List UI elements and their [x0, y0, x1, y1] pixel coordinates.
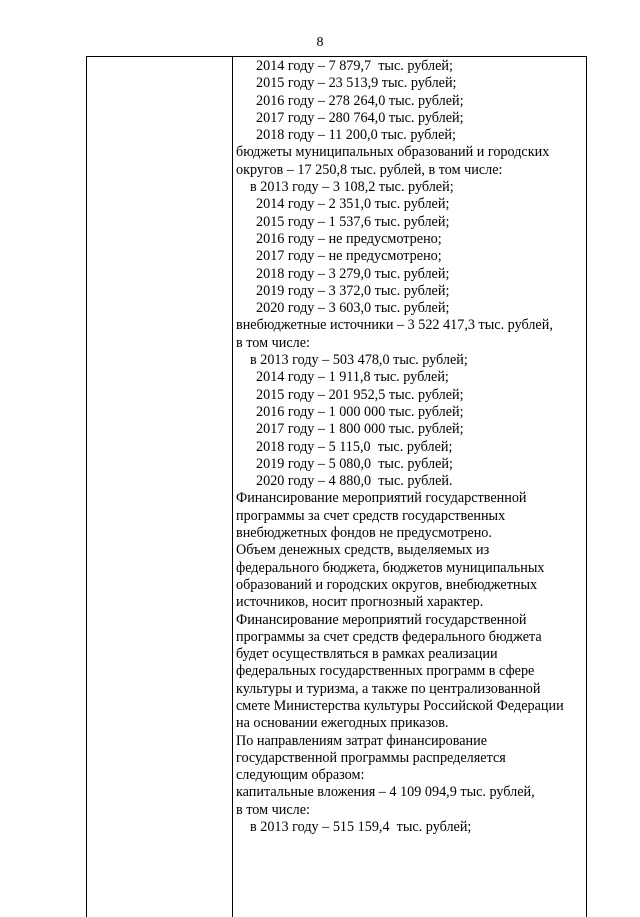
- text-line: в том числе:: [236, 334, 310, 351]
- text-line: капитальные вложения – 4 109 094,9 тыс. рублей,: [236, 784, 535, 801]
- text-line: в том числе:: [236, 801, 310, 818]
- text-line: смете Министерства культуры Российской Федерации: [236, 697, 564, 714]
- text-line: федеральных государственных программ в сфере: [236, 663, 535, 680]
- text-line: 2016 году – 1 000 000 тыс. рублей;: [256, 403, 464, 420]
- text-line: округов – 17 250,8 тыс. рублей, в том числе:: [236, 161, 503, 178]
- text-line: в 2013 году – 503 478,0 тыс. рублей;: [250, 352, 468, 369]
- text-line: 2017 году – не предусмотрено;: [256, 248, 442, 265]
- page-number: 8: [316, 35, 324, 50]
- text-line: образований и городских округов, внебюджетных: [236, 576, 538, 593]
- text-line: бюджеты муниципальных образований и городских: [236, 144, 550, 161]
- text-line: 2014 году – 2 351,0 тыс. рублей;: [256, 196, 450, 213]
- text-line: внебюджетных фондов не предусмотрено.: [236, 525, 492, 542]
- document-table: [86, 56, 587, 917]
- text-line: Объем денежных средств, выделяемых из: [236, 542, 490, 559]
- text-line: 2019 году – 5 080,0 тыс. рублей;: [256, 455, 453, 472]
- text-line: 2015 году – 23 513,9 тыс. рублей;: [256, 75, 457, 92]
- text-line: на основании ежегодных приказов.: [236, 715, 449, 732]
- text-line: следующим образом:: [236, 767, 365, 784]
- text-line: Финансирование мероприятий государственной: [236, 611, 527, 628]
- text-line: 2017 году – 1 800 000 тыс. рублей;: [256, 421, 464, 438]
- text-line: 2019 году – 3 372,0 тыс. рублей;: [256, 282, 450, 299]
- text-line: культуры и туризма, а также по централизованной: [236, 680, 541, 697]
- financing-text-column: [236, 58, 584, 836]
- text-line: программы за счет средств федерального бюджета: [236, 628, 542, 645]
- text-line: 2020 году – 4 880,0 тыс. рублей.: [256, 473, 453, 490]
- text-line: 2018 году – 11 200,0 тыс. рублей;: [256, 127, 456, 144]
- text-line: 2018 году – 3 279,0 тыс. рублей;: [256, 265, 450, 282]
- text-line: источников, носит прогнозный характер.: [236, 594, 484, 611]
- text-line: 2014 году – 7 879,7 тыс. рублей;: [256, 58, 453, 74]
- text-line: 2015 году – 1 537,6 тыс. рублей;: [256, 213, 450, 230]
- text-line: По направлениям затрат финансирование: [236, 732, 488, 749]
- text-line: 2016 году – не предусмотрено;: [256, 230, 442, 247]
- text-line: в 2013 году – 515 159,4 тыс. рублей;: [250, 819, 472, 836]
- text-line: 2016 году – 278 264,0 тыс. рублей;: [256, 92, 464, 109]
- text-line: государственной программы распределяется: [236, 749, 506, 766]
- text-line: 2017 году – 280 764,0 тыс. рублей;: [256, 109, 464, 126]
- text-line: внебюджетные источники – 3 522 417,3 тыс. рублей,: [236, 317, 553, 334]
- column-divider: [232, 57, 233, 917]
- text-line: 2020 году – 3 603,0 тыс. рублей;: [256, 300, 450, 317]
- text-line: 2014 году – 1 911,8 тыс. рублей;: [256, 369, 449, 386]
- text-line: 2015 году – 201 952,5 тыс. рублей;: [256, 386, 464, 403]
- text-line: будет осуществляться в рамках реализации: [236, 646, 498, 663]
- text-line: в 2013 году – 3 108,2 тыс. рублей;: [250, 179, 454, 196]
- text-line: программы за счет средств государственных: [236, 507, 506, 524]
- text-line: 2018 году – 5 115,0 тыс. рублей;: [256, 438, 453, 455]
- text-line: Финансирование мероприятий государственной: [236, 490, 527, 507]
- text-line: федерального бюджета, бюджетов муниципальных: [236, 559, 545, 576]
